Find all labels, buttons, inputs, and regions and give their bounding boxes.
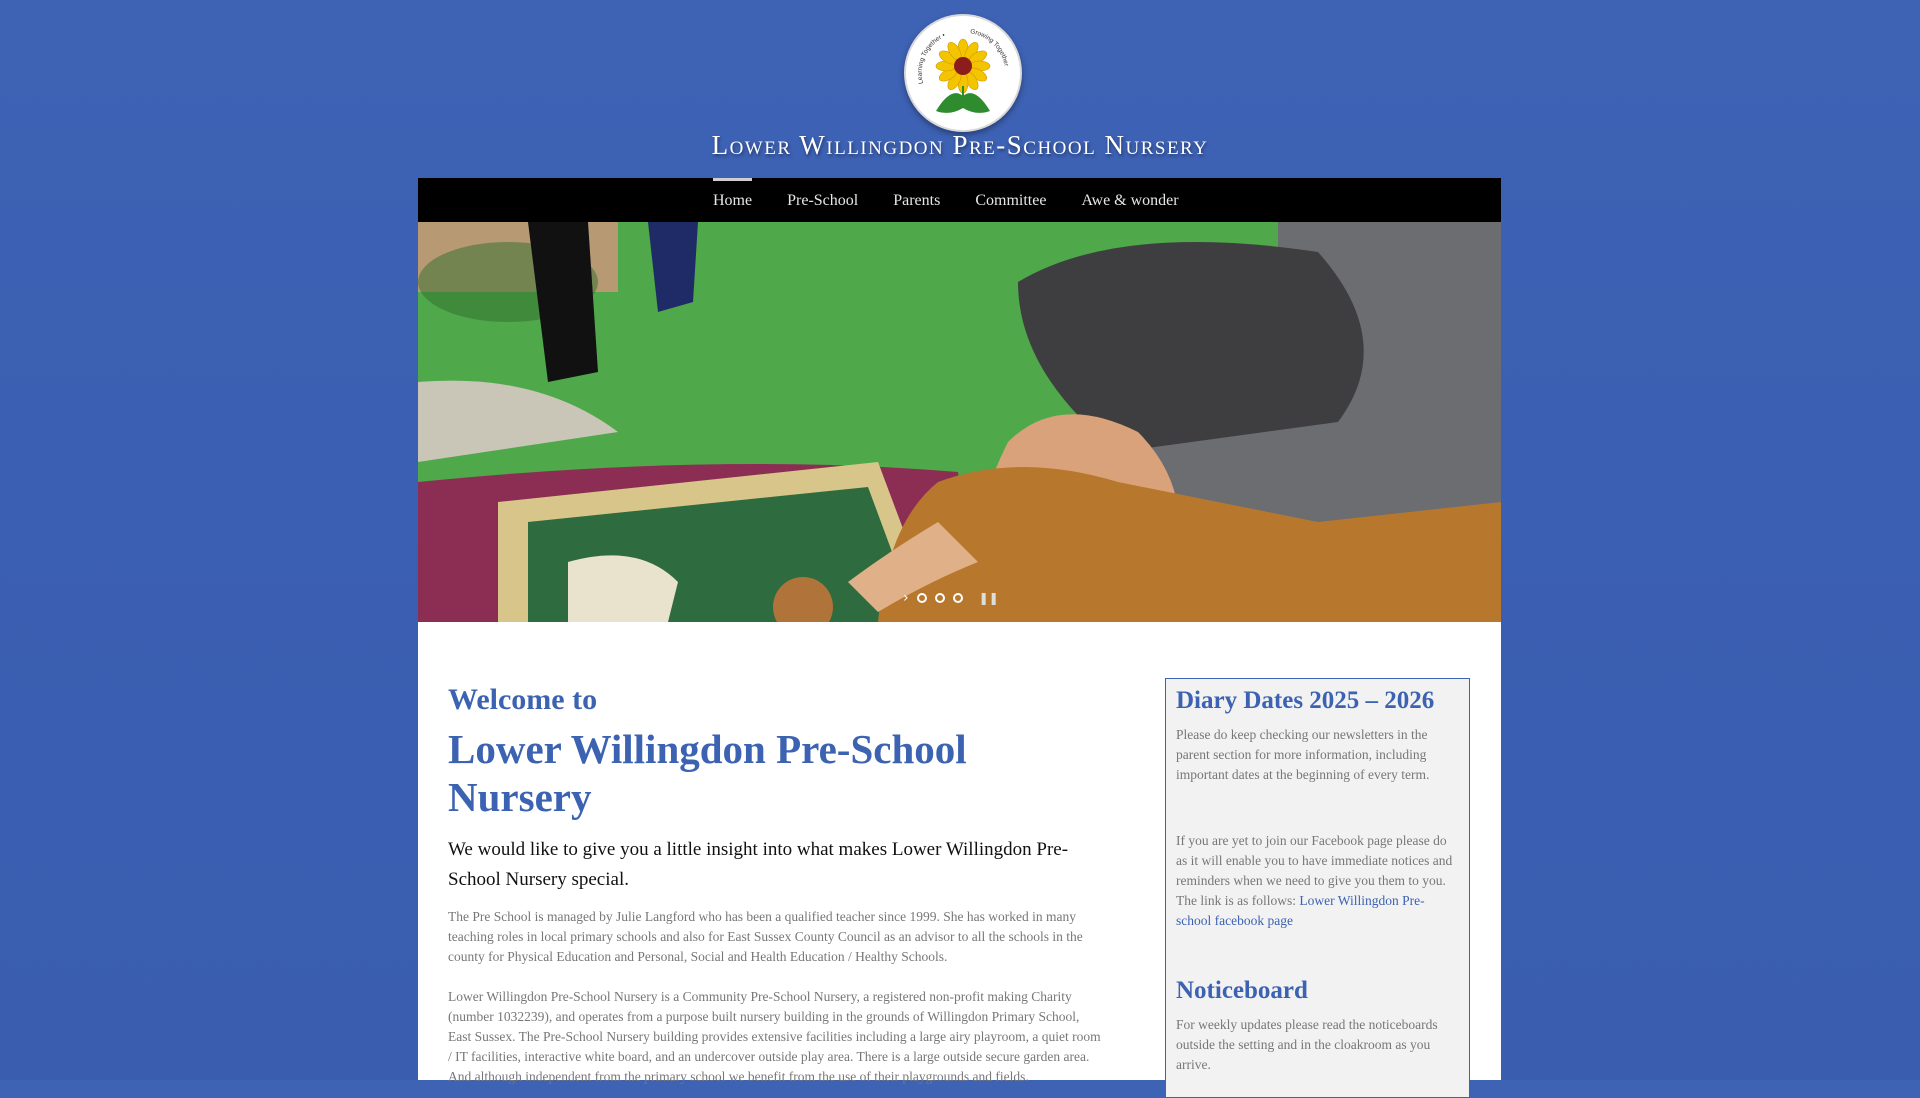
svg-text:Growing Together: Growing Together: [969, 28, 1010, 67]
facebook-text: If you are yet to join our Facebook page please do as it will enable you to have immediate notices and reminders when we need to give you them to you. The link is as follows:: [1176, 833, 1453, 908]
diary-dates-text: Please do keep checking our newsletters in the parent section for more information, including important dates at the beginning of every term.: [1176, 727, 1430, 782]
pause-icon[interactable]: ❚❚: [978, 591, 999, 605]
manager-paragraph: The Pre School is managed by Julie Langford who has been a qualified teacher since 1999. She has worked in many teaching roles in local primary schools and also for East Sussex County Council as an advisor to all the schools in the county for Physical Education and Personal, Social and Health Education / Healthy Schools.: [448, 909, 1083, 964]
hero-slider: [418, 222, 1501, 622]
main-nav: [418, 178, 1501, 222]
nav-item-pre-school[interactable]: Pre-School: [787, 192, 859, 209]
sidebar: [1165, 678, 1470, 1098]
nav-item-parents[interactable]: Parents: [893, 192, 941, 209]
about-paragraph: Lower Willingdon Pre-School Nursery is a Community Pre-School Nursery, a registered non-profit making Charity (number 1032239), and operates from a purpose built nursery building in the grounds of Willingdon Primary School, East Sussex. The Pre-School Nursery building provides extensive facilities including a large airy playroom, a quiet room / IT facilities, interactive white board, and an undercover outside play area. There is a large outside secure garden area. And although independent from the primary school we benefit from the use of their playgrounds and fields.: [448, 989, 1101, 1084]
slider-controls: [903, 592, 999, 604]
diary-dates-title: Diary Dates 2025 – 2026: [1176, 687, 1435, 714]
chevron-right-icon[interactable]: ›: [903, 590, 909, 606]
noticeboard-text: For weekly updates please read the noticeboards outside the setting and in the cloakroom as you arrive.: [1176, 1017, 1438, 1072]
slide-dot[interactable]: [935, 593, 945, 603]
nav-item-awe-wonder[interactable]: Awe & wonder: [1081, 192, 1179, 209]
site-header: [0, 0, 1920, 178]
nav-item-committee[interactable]: Committee: [975, 192, 1047, 209]
facebook-link[interactable]: Lower Willingdon Pre-school facebook page: [1176, 893, 1425, 928]
slide-dot[interactable]: [917, 593, 927, 603]
page-title: Lower Willingdon Pre-School Nursery: [448, 726, 967, 820]
nav-item-home[interactable]: Home: [713, 178, 752, 222]
nav-items: [713, 178, 1214, 222]
hero-photo: [418, 222, 1501, 622]
svg-text:Learning Together •: Learning Together •: [916, 31, 947, 85]
sunflower-icon: [906, 16, 1020, 130]
main-content: [448, 683, 1103, 1087]
welcome-heading: Welcome to: [448, 683, 598, 716]
slide-dot[interactable]: [953, 593, 963, 603]
site-title: Lower Willingdon Pre-School Nursery: [711, 130, 1209, 160]
sunflower-logo[interactable]: [904, 14, 1022, 132]
lead-paragraph: We would like to give you a little insight into what makes Lower Willingdon Pre-School Nursery special.: [448, 839, 1069, 890]
page-container: [418, 178, 1501, 1084]
noticeboard-title: Noticeboard: [1176, 977, 1308, 1004]
facebook-notice: [1176, 831, 1459, 931]
